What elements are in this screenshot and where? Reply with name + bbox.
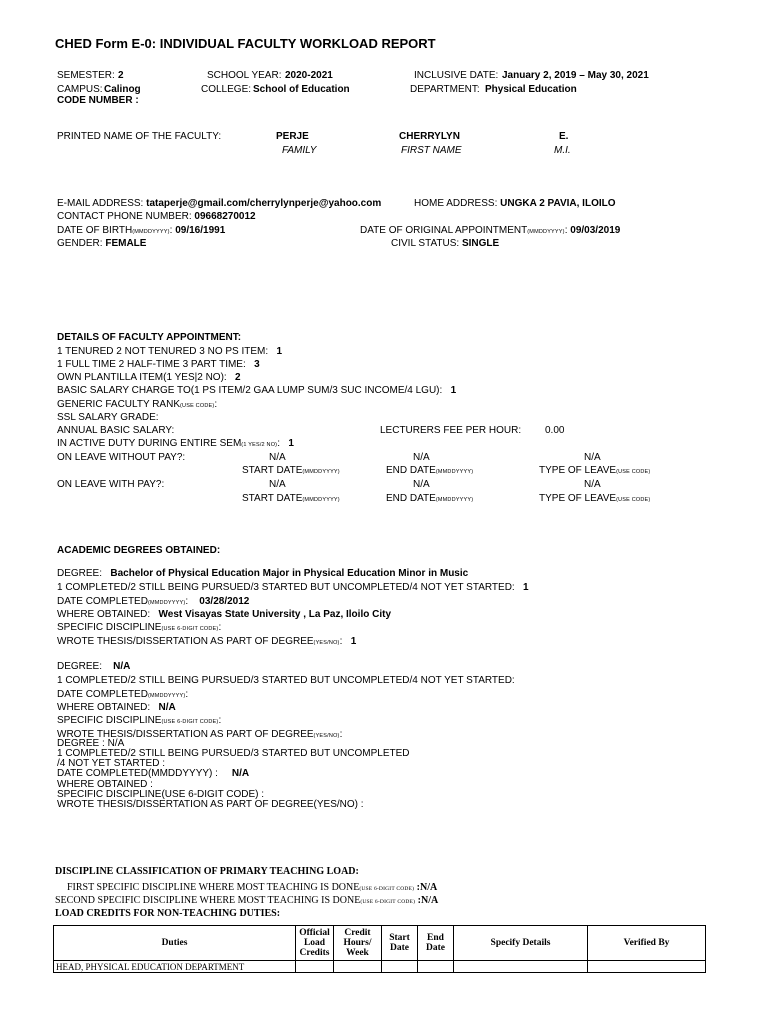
faculty-rank-row: GENERIC FACULTY RANK(USE CODE): (57, 399, 218, 410)
phone-value: 09668270012 (194, 211, 256, 222)
gender-value: FEMALE (105, 238, 147, 249)
mi-caption: M.I. (554, 145, 571, 156)
degree2-row: DEGREE: N/A (57, 661, 131, 672)
nonteaching-heading: LOAD CREDITS FOR NON-TEACHING DUTIES: (55, 908, 281, 919)
inclusive-date-value: January 2, 2019 – May 30, 2021 (502, 70, 649, 81)
degree1-thesis-value: 1 (350, 636, 357, 647)
degrees-heading: ACADEMIC DEGREES OBTAINED: (57, 545, 221, 556)
leave-with-type: N/A (584, 479, 601, 490)
dob-row: DATE OF BIRTH(MMDDYYYY): 09/16/1991 (57, 225, 226, 236)
first-name: CHERRYLYN (399, 131, 460, 142)
lecturer-fee-label: LECTURERS FEE PER HOUR: (380, 425, 522, 436)
nonteaching-table (53, 925, 706, 973)
dob-value: 09/16/1991 (175, 225, 226, 236)
school-year-value: 2020-2021 (285, 70, 333, 81)
discipline-heading: DISCIPLINE CLASSIFICATION OF PRIMARY TEACHING LOAD: (55, 866, 359, 877)
annual-salary-row: ANNUAL BASIC SALARY: (57, 425, 175, 436)
leave-without-end: N/A (413, 452, 430, 463)
lecturer-fee-value: 0.00 (545, 425, 565, 436)
col-official-load-credits: Official Load Credits (296, 926, 334, 961)
leave-with-type-caption: TYPE OF LEAVE(USE CODE) (539, 493, 651, 504)
degree1-discipline-row: SPECIFIC DISCIPLINE(USE 6-DIGIT CODE): (57, 622, 222, 633)
degree1-status-row: 1 COMPLETED/2 STILL BEING PURSUED/3 STARTED BUT UNCOMPLETED/4 NOT YET STARTED: 1 (57, 582, 529, 593)
degree1-row: DEGREE: Bachelor of Physical Education Major in Physical Education Minor in Music (57, 568, 469, 579)
appointment-date-value: 09/03/2019 (570, 225, 621, 236)
cell-load-credits (296, 961, 334, 973)
time-value: 3 (254, 359, 260, 370)
degree1-thesis-row: WROTE THESIS/DISSERTATION AS PART OF DEGREE(YES/NO): 1 (57, 636, 357, 647)
cell-start-date (382, 961, 418, 973)
family-caption: FAMILY (282, 145, 317, 156)
degree3-date-value: N/A (231, 768, 250, 779)
semester-value: 2 (118, 70, 124, 81)
col-start-date: Start Date (382, 926, 418, 961)
leave-without-type: N/A (584, 452, 601, 463)
department-value: Physical Education (485, 84, 577, 95)
appointment-date-row: DATE OF ORIGINAL APPOINTMENT(MMDDYYYY): 09/03/2019 (360, 225, 621, 236)
appointment-heading: DETAILS OF FACULTY APPOINTMENT: (57, 332, 242, 343)
degree2-value: N/A (113, 661, 131, 672)
tenure-value: 1 (276, 346, 283, 357)
cell-verified-by (588, 961, 706, 973)
degree1-date-row: DATE COMPLETED(MMDDYYYY): 03/28/2012 (57, 596, 250, 607)
code-number-label: CODE NUMBER : (57, 95, 139, 106)
col-credit-hours: Credit Hours/ Week (334, 926, 382, 961)
leave-without-start: N/A (269, 452, 286, 463)
leave-without-pay-label: ON LEAVE WITHOUT PAY?: (57, 452, 186, 463)
college-value: School of Education (253, 84, 350, 95)
leave-with-end-caption: END DATE(MMDDYYYY) (386, 493, 474, 504)
faculty-name-label: PRINTED NAME OF THE FACULTY: (57, 131, 222, 142)
degree3-where-row: WHERE OBTAINED : (57, 779, 153, 790)
first-discipline-row: FIRST SPECIFIC DISCIPLINE WHERE MOST TEACHING IS DONE(USE 6-DIGIT CODE) :N/A (67, 882, 438, 893)
degree3-discipline-row: SPECIFIC DISCIPLINE(USE 6-DIGIT CODE) : (57, 789, 265, 800)
middle-initial: E. (559, 131, 569, 142)
degree1-status-value: 1 (523, 582, 529, 593)
active-duty-row: IN ACTIVE DUTY DURING ENTIRE SEM(1 YES/2 NO): 1 (57, 438, 294, 449)
gender-row: GENDER: FEMALE (57, 238, 147, 249)
salary-charge-row: BASIC SALARY CHARGE TO(1 PS ITEM/2 GAA LUMP SUM/3 SUC INCOME/4 LGU): 1 (57, 385, 457, 396)
degree2-date-row: DATE COMPLETED(MMDDYYYY): (57, 689, 189, 700)
department-label: DEPARTMENT: (410, 84, 480, 95)
cell-duty: HEAD, PHYSICAL EDUCATION DEPARTMENT (54, 961, 296, 973)
degree3-date-row: DATE COMPLETED(MMDDYYYY) : N/A (57, 768, 250, 779)
col-duties: Duties (54, 926, 296, 961)
family-name: PERJE (276, 131, 309, 142)
leave-with-pay-label: ON LEAVE WITH PAY?: (57, 479, 165, 490)
tenure-row: 1 TENURED 2 NOT TENURED 3 NO PS ITEM: 1 (57, 346, 283, 357)
first-discipline-value: :N/A (414, 882, 438, 893)
plantilla-value: 2 (235, 372, 241, 383)
cell-details (454, 961, 588, 973)
time-row: 1 FULL TIME 2 HALF-TIME 3 PART TIME: 3 (57, 359, 260, 370)
campus-label: CAMPUS: (57, 84, 103, 95)
phone-row: CONTACT PHONE NUMBER: 09668270012 (57, 211, 256, 222)
degree2-thesis-row: WROTE THESIS/DISSERTATION AS PART OF DEGREE(YES/NO): (57, 729, 343, 740)
degree2-where-row: WHERE OBTAINED: N/A (57, 702, 176, 713)
degree1-date-value: 03/28/2012 (199, 596, 250, 607)
ssl-grade-row: SSL SALARY GRADE: (57, 412, 159, 423)
cell-end-date (418, 961, 454, 973)
school-year-label: SCHOOL YEAR: (207, 70, 282, 81)
leave-with-start-caption: START DATE(MMDDYYYY) (242, 493, 340, 504)
leave-with-start: N/A (269, 479, 286, 490)
second-discipline-row: SECOND SPECIFIC DISCIPLINE WHERE MOST TEACHING IS DONE(USE 6-DIGIT CODE) :N/A (55, 895, 439, 906)
leave-with-end: N/A (413, 479, 430, 490)
degree1-value: Bachelor of Physical Education Major in Physical Education Minor in Music (110, 568, 469, 579)
active-duty-value: 1 (288, 438, 294, 449)
civil-status-row: CIVIL STATUS: SINGLE (391, 238, 500, 249)
college-label: COLLEGE: (201, 84, 252, 95)
col-end-date: End Date (418, 926, 454, 961)
first-name-caption: FIRST NAME (401, 145, 462, 156)
semester-label: SEMESTER: (57, 70, 115, 81)
page-title: CHED Form E-0: INDIVIDUAL FACULTY WORKLOAD REPORT (55, 36, 436, 51)
second-discipline-value: :N/A (415, 895, 439, 906)
table-row (54, 961, 706, 973)
email-row: E-MAIL ADDRESS: tataperje@gmail.com/cherrylynperje@yahoo.com (57, 198, 382, 209)
col-specify-details: Specify Details (454, 926, 588, 961)
home-address-row: HOME ADDRESS: UNGKA 2 PAVIA, ILOILO (414, 198, 616, 209)
degree1-where-value: West Visayas State University , La Paz, Iloilo City (158, 609, 391, 620)
degree2-discipline-row: SPECIFIC DISCIPLINE(USE 6-DIGIT CODE): (57, 715, 222, 726)
degree2-status-row: 1 COMPLETED/2 STILL BEING PURSUED/3 STARTED BUT UNCOMPLETED/4 NOT YET STARTED: (57, 675, 515, 686)
leave-without-end-caption: END DATE(MMDDYYYY) (386, 465, 474, 476)
leave-without-start-caption: START DATE(MMDDYYYY) (242, 465, 340, 476)
degree3-status-b: /4 NOT YET STARTED : (57, 758, 165, 769)
inclusive-date-label: INCLUSIVE DATE: (414, 70, 499, 81)
degree1-where-row: WHERE OBTAINED: West Visayas State University , La Paz, Iloilo City (57, 609, 391, 620)
degree3-status-a: 1 COMPLETED/2 STILL BEING PURSUED/3 STARTED BUT UNCOMPLETED (57, 748, 410, 759)
degree3-thesis-row: WROTE THESIS/DISSERTATION AS PART OF DEGREE(YES/NO) : (57, 799, 364, 810)
plantilla-row: OWN PLANTILLA ITEM(1 YES|2 NO): 2 (57, 372, 241, 383)
home-address-value: UNGKA 2 PAVIA, ILOILO (500, 198, 616, 209)
degree3-row: DEGREE : N/A (57, 738, 125, 749)
civil-status-value: SINGLE (461, 238, 500, 249)
email-value: tataperje@gmail.com/cherrylynperje@yahoo.com (146, 198, 382, 209)
cell-credit-hours (334, 961, 382, 973)
leave-without-type-caption: TYPE OF LEAVE(USE CODE) (539, 465, 651, 476)
table-header-row (54, 926, 706, 961)
degree2-where-value: N/A (158, 702, 176, 713)
campus-value: Calinog (104, 84, 141, 95)
salary-charge-value: 1 (450, 385, 457, 396)
col-verified-by: Verified By (588, 926, 706, 961)
